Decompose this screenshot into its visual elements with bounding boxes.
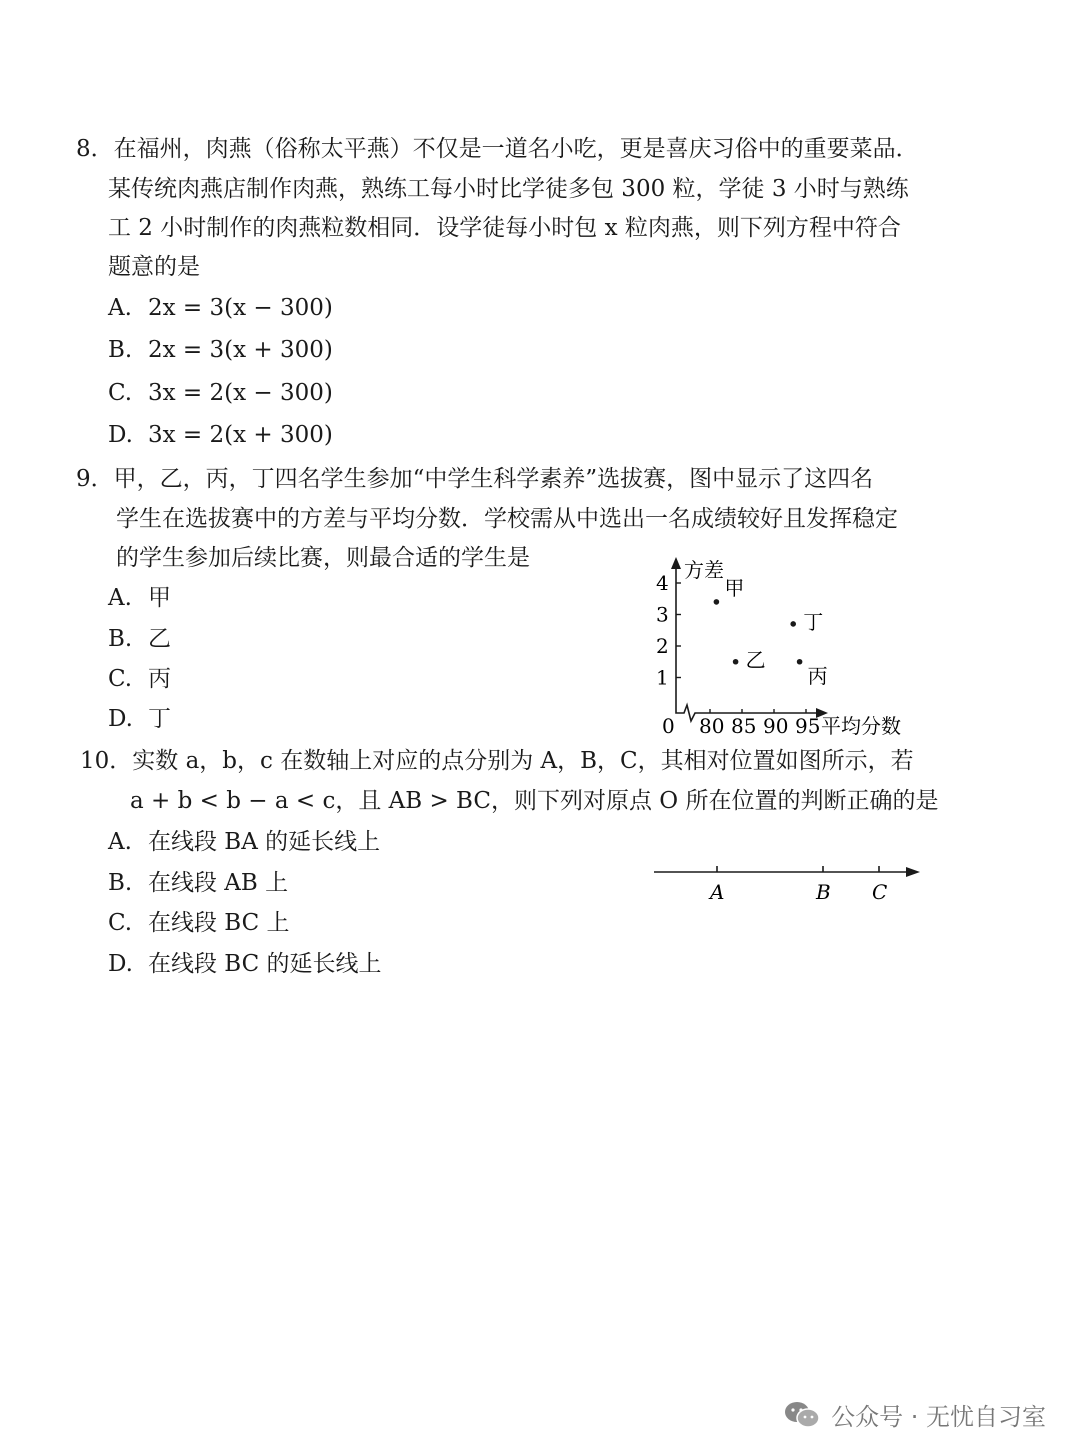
- origin-label: 0: [662, 714, 675, 738]
- q10-option-d: D. 在线段 BC 的延长线上: [108, 951, 382, 977]
- data-point: [733, 659, 739, 665]
- data-point: [714, 599, 720, 605]
- y-tick-label: 2: [656, 634, 669, 658]
- y-tick-label: 4: [656, 571, 669, 595]
- x-tick-label: 85: [731, 714, 757, 738]
- q9-line: 9．甲，乙，丙，丁四名学生参加“中学生科学素养”选拔赛，图中显示了这四名: [76, 466, 874, 492]
- watermark: [783, 1397, 1046, 1432]
- q9-line: 学生在选拔赛中的方差与平均分数．学校需从中选出一名成绩较好且发挥稳定: [116, 506, 898, 532]
- data-point-label: 甲: [724, 575, 745, 600]
- number-line-arrow: [906, 867, 920, 877]
- q8-line: 某传统肉燕店制作肉燕，熟练工每小时比学徒多包 300 粒，学徒 3 小时与熟练: [108, 176, 909, 202]
- q10-line: 10．实数 a，b，c 在数轴上对应的点分别为 A，B，C，其相对位置如图所示，若: [80, 748, 914, 774]
- q8-option-a: A. 2x = 3(x − 300): [108, 295, 333, 321]
- q9-option-a: A. 甲: [108, 585, 171, 611]
- y-tick-label: 1: [656, 665, 669, 690]
- number-line: [650, 855, 930, 915]
- x-tick-label: 90: [763, 714, 789, 738]
- q8-option-b: B. 2x = 3(x + 300): [108, 337, 333, 363]
- q10-option-c: C. 在线段 BC 上: [108, 910, 290, 936]
- x-tick-label: 95: [795, 714, 821, 738]
- q10-option-a: A. 在线段 BA 的延长线上: [108, 829, 381, 855]
- variance-scatter-chart: [640, 555, 920, 745]
- q8-line: 8．在福州，肉燕（俗称太平燕）不仅是一道名小吃，更是喜庆习俗中的重要菜品．: [76, 136, 919, 162]
- y-tick-label: 3: [656, 602, 669, 627]
- x-tick-label: 80: [699, 714, 725, 738]
- q9-line: 的学生参加后续比赛，则最合适的学生是: [116, 545, 530, 571]
- q8-line: 工 2 小时制作的肉燕粒数相同．设学徒每小时包 x 粒肉燕，则下列方程中符合: [108, 215, 901, 241]
- data-point-label: 丙: [807, 663, 828, 688]
- q9-option-d: D. 丁: [108, 706, 171, 732]
- q10-option-b: B. 在线段 AB 上: [108, 870, 289, 896]
- q9-option-c: C. 丙: [108, 666, 171, 692]
- y-axis-label: 方差: [684, 558, 724, 582]
- q9-option-b: B. 乙: [108, 626, 171, 652]
- data-point: [790, 621, 796, 627]
- watermark-text: 公众号 · 无忧自习室: [831, 1403, 1046, 1431]
- x-axis-label: 平均分数: [821, 714, 901, 738]
- point-label-a: A: [710, 880, 725, 904]
- data-point-label: 丁: [803, 609, 824, 634]
- y-axis-arrow: [671, 557, 681, 569]
- data-point: [797, 659, 803, 665]
- wechat-icon: [783, 1399, 821, 1431]
- q8-option-c: C. 3x = 2(x − 300): [108, 380, 333, 406]
- point-label-b: B: [816, 880, 831, 904]
- q8-line: 题意的是: [108, 254, 200, 280]
- q10-line: a + b < b − a < c，且 AB > BC，则下列对原点 O 所在位置的判断正确的是: [130, 788, 939, 814]
- q8-option-d: D. 3x = 2(x + 300): [108, 422, 333, 448]
- point-label-c: C: [872, 880, 888, 904]
- data-point-label: 乙: [745, 647, 766, 672]
